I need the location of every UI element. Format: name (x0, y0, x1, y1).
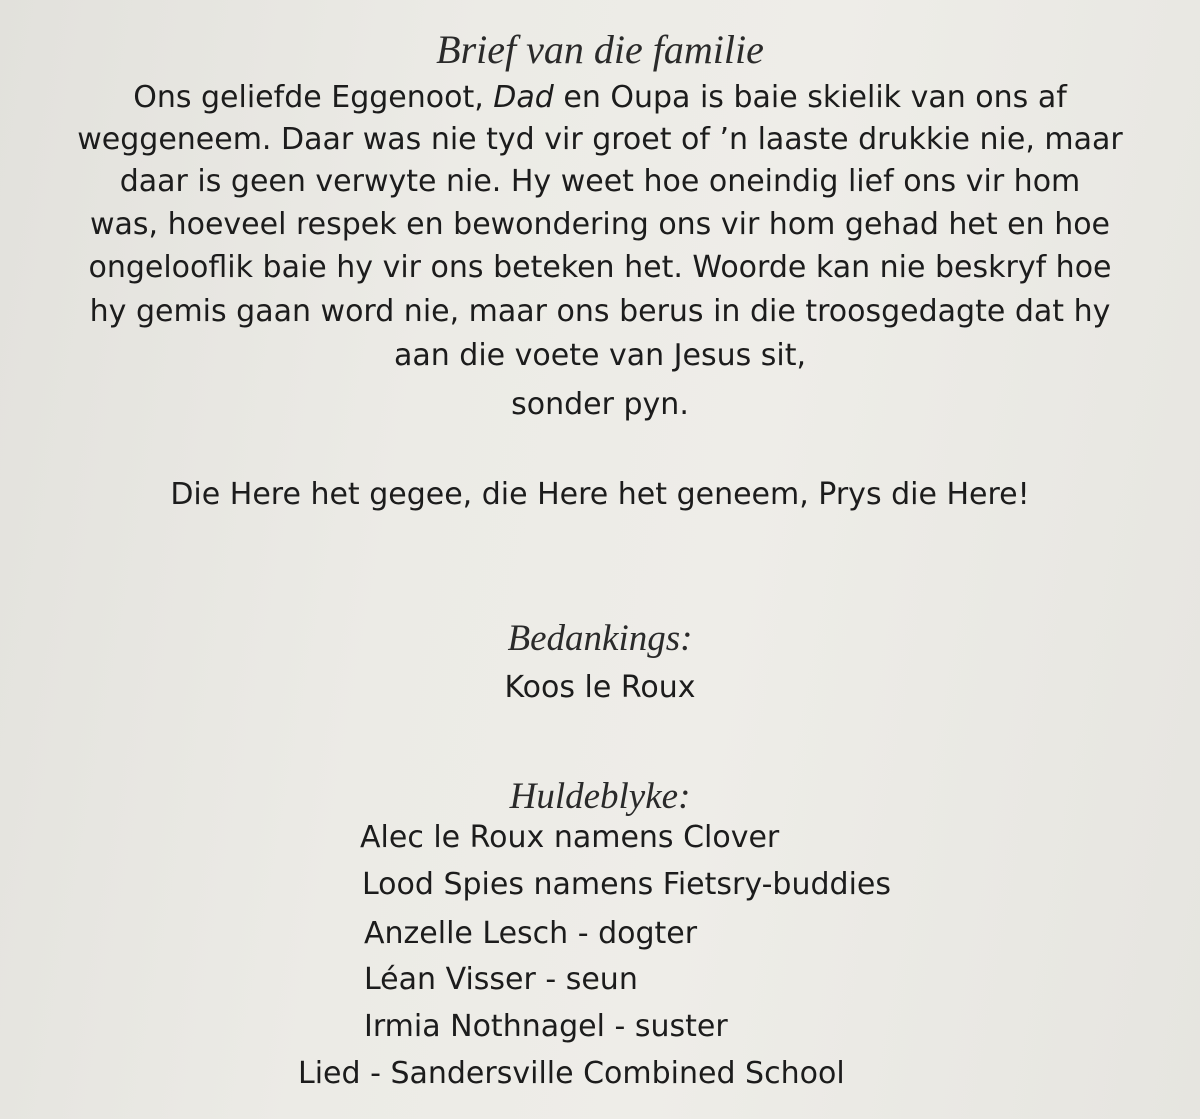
letter-line-1-rest: en Oupa is baie skielik van ons af (553, 80, 1067, 115)
letter-line-1 (0, 78, 1200, 118)
tribute-item: Alec le Roux namens Clover (360, 820, 780, 855)
letter-line-7: aan die voete van Jesus sit, (393, 338, 807, 373)
scripture-line: Die Here het gegee, die Here het geneem, Prys die Here! (170, 477, 1030, 512)
letter-dad-word: Dad (493, 80, 554, 115)
tribute-item: Anzelle Lesch - dogter (364, 916, 698, 951)
letter-line-3: daar is geen verwyte nie. Hy weet hoe oneindig lief ons vir hom (119, 164, 1081, 199)
letter-line-6: hy gemis gaan word nie, maar ons berus in die troosgedagte dat hy (89, 294, 1111, 329)
letter-line-8: sonder pyn. (511, 387, 689, 422)
page-title: Brief van die familie (436, 27, 764, 72)
tribute-item: Irmia Nothnagel - suster (364, 1009, 728, 1044)
thanks-heading: Bedankings: (507, 618, 693, 659)
tribute-item: Lood Spies namens Fietsry-buddies (362, 867, 891, 902)
tributes-heading: Huldeblyke: (509, 776, 691, 817)
letter-line-5: ongelooflik baie hy vir ons beteken het. Woorde kan nie beskryf hoe (88, 250, 1112, 285)
letter-line-2: weggeneem. Daar was nie tyd vir groet of ’n laaste drukkie nie, maar (77, 122, 1123, 157)
thanks-name: Koos le Roux (504, 670, 696, 705)
tribute-item: Lied - Sandersville Combined School (298, 1056, 845, 1091)
letter-line-1-start: Ons geliefde Eggenoot, (133, 80, 494, 115)
tribute-item: Léan Visser - seun (364, 962, 638, 997)
letter-line-4: was, hoeveel respek en bewondering ons vir hom gehad het en hoe (89, 207, 1111, 242)
